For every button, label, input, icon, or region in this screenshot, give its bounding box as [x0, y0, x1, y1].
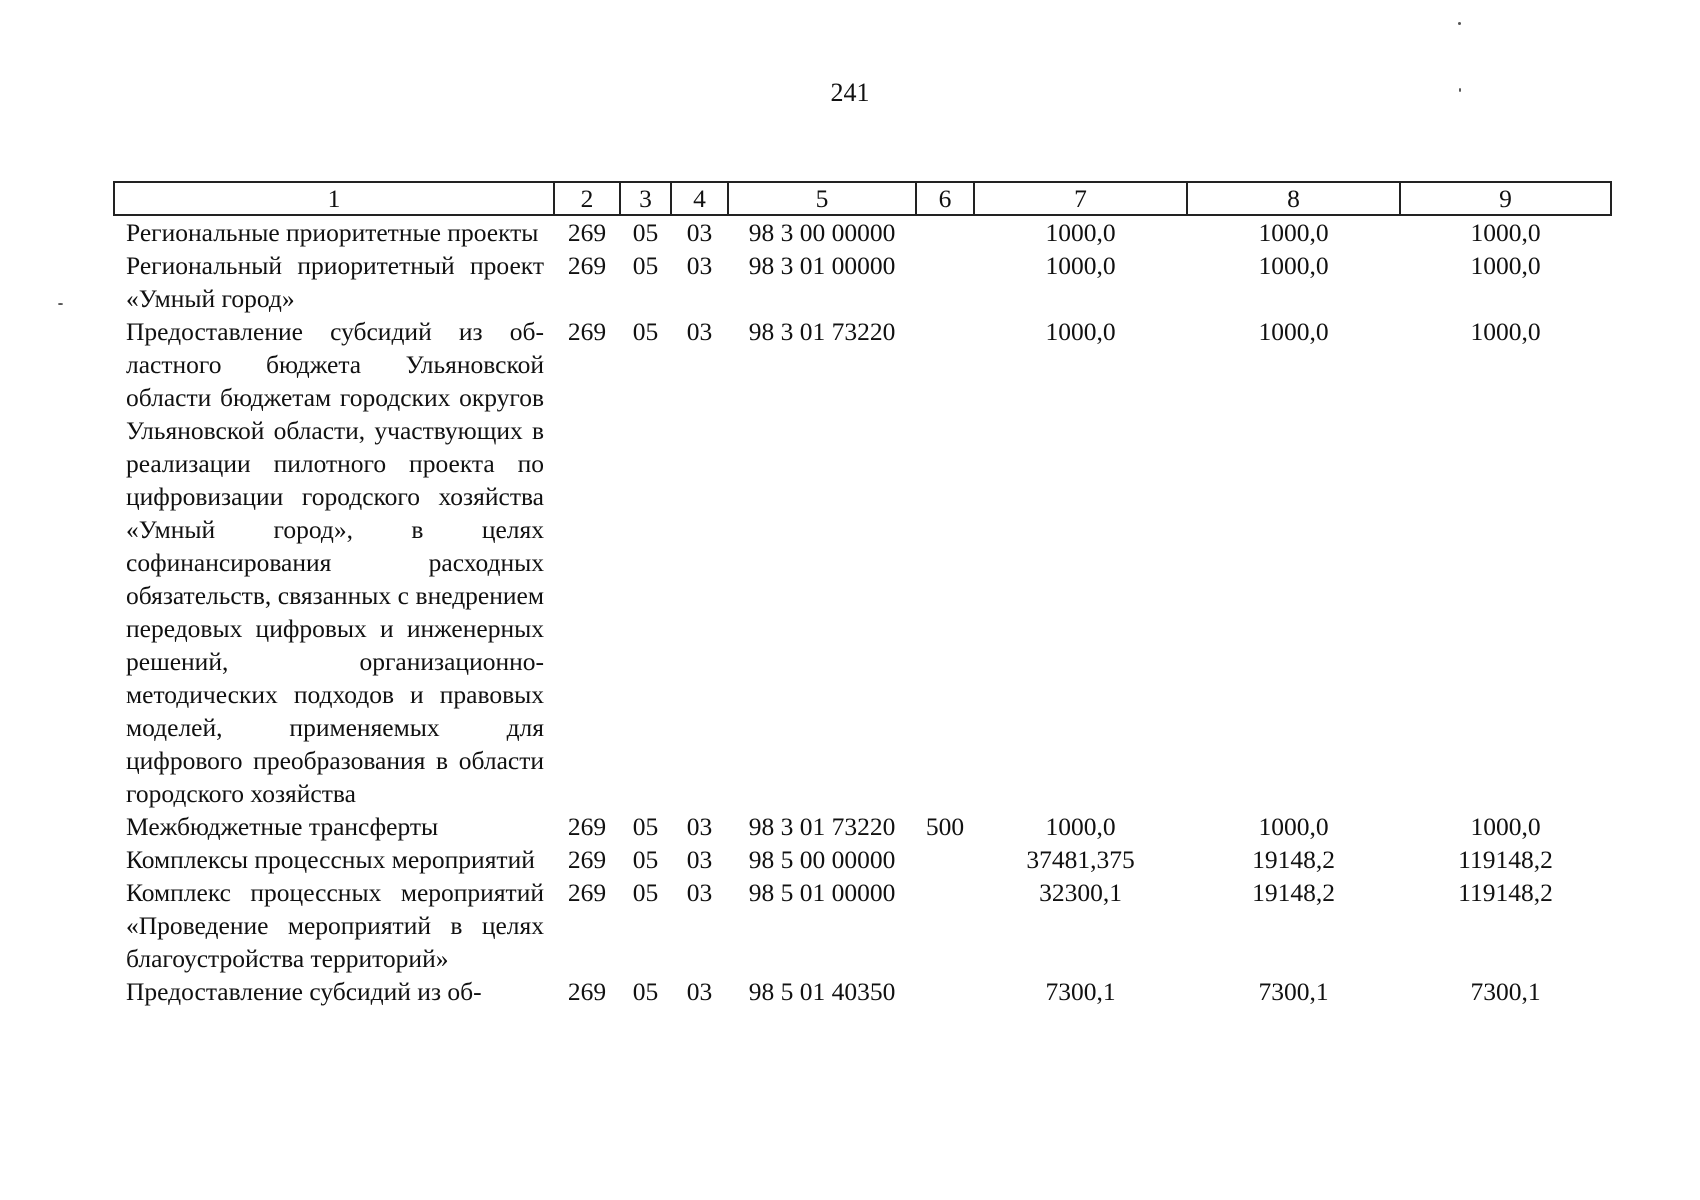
- row-expense-type: [916, 315, 974, 810]
- row-expense-type: [916, 843, 974, 876]
- row-subsection-code: 03: [686, 977, 713, 1006]
- row-expense-type: 500: [925, 812, 965, 841]
- row-subsection-code: 03: [686, 878, 713, 907]
- row-section-code: 05: [632, 251, 659, 280]
- row-amount-col7: 1000,0: [1045, 218, 1116, 247]
- row-amount-col9: 7300,1: [1470, 977, 1541, 1006]
- row-expense-type: [916, 975, 974, 1008]
- page-number: 241: [830, 78, 870, 107]
- scan-speck: [1458, 22, 1461, 25]
- row-section-code: 05: [632, 812, 659, 841]
- row-amount-col8: 7300,1: [1258, 977, 1329, 1006]
- row-name: Предоставление субсидий из областного бюджета Ульяновской области бюджетам городских округов Ульяновской области, участвующих в реализации пилотного проекта по цифровизации городского хозяйства «Умный город», в целях софинансирования расходных обязательств, связанных с внедрением передовых цифровых и инженерных решений, организационно-методических подходов и правовых моделей, применяемых для цифрового преобразования в области городского хозяйства: [126, 317, 544, 808]
- row-expense-type: [916, 876, 974, 975]
- row-target-code: 98 3 01 73220: [748, 812, 896, 841]
- row-target-code: 98 3 00 00000: [748, 218, 896, 247]
- row-section-code: 05: [632, 317, 659, 346]
- row-name: Межбюджетные трансферты: [126, 812, 439, 841]
- row-amount-col7: 32300,1: [1039, 878, 1122, 907]
- row-section-code: 05: [632, 878, 659, 907]
- column-header: 3: [620, 182, 671, 215]
- budget-table: [113, 181, 1612, 1008]
- row-target-code: 98 3 01 00000: [748, 251, 896, 280]
- row-name: Региональные приоритетные проекты: [126, 218, 539, 247]
- column-header: 9: [1400, 182, 1611, 215]
- column-header: 5: [728, 182, 916, 215]
- row-amount-col7: 1000,0: [1045, 251, 1116, 280]
- column-header: 8: [1187, 182, 1400, 215]
- row-subsection-code: 03: [686, 812, 713, 841]
- column-number-header: [114, 182, 1611, 215]
- row-amount-col8: 1000,0: [1258, 317, 1329, 346]
- row-expense-type: [916, 249, 974, 315]
- row-name: Региональный приоритетный проект «Умный город»: [126, 251, 544, 313]
- row-amount-col8: 1000,0: [1258, 251, 1329, 280]
- row-ministry-code: 269: [567, 878, 607, 907]
- row-amount-col7: 1000,0: [1045, 317, 1116, 346]
- row-name: Предоставление субсидий из об-: [126, 977, 482, 1006]
- table-row: [114, 215, 1611, 249]
- row-amount-col8: 19148,2: [1252, 845, 1335, 874]
- row-ministry-code: 269: [567, 977, 607, 1006]
- column-header: 2: [554, 182, 620, 215]
- row-target-code: 98 5 00 00000: [748, 845, 896, 874]
- row-amount-col9: 1000,0: [1470, 812, 1541, 841]
- column-header: 1: [114, 182, 554, 215]
- row-target-code: 98 5 01 00000: [748, 878, 896, 907]
- row-name: Комплексы процессных мероприятий: [126, 845, 535, 874]
- row-amount-col7: 7300,1: [1045, 977, 1116, 1006]
- row-amount-col9: 119148,2: [1458, 878, 1553, 907]
- row-ministry-code: 269: [567, 812, 607, 841]
- row-amount-col8: 19148,2: [1252, 878, 1335, 907]
- row-target-code: 98 5 01 40350: [748, 977, 896, 1006]
- row-section-code: 05: [632, 977, 659, 1006]
- row-amount-col9: 1000,0: [1470, 218, 1541, 247]
- row-subsection-code: 03: [686, 845, 713, 874]
- row-subsection-code: 03: [686, 317, 713, 346]
- row-amount-col9: 1000,0: [1470, 317, 1541, 346]
- column-header: 7: [974, 182, 1187, 215]
- row-ministry-code: 269: [567, 218, 607, 247]
- row-ministry-code: 269: [567, 845, 607, 874]
- row-subsection-code: 03: [686, 218, 713, 247]
- table-row: [114, 249, 1611, 315]
- row-subsection-code: 03: [686, 251, 713, 280]
- row-amount-col9: 1000,0: [1470, 251, 1541, 280]
- row-amount-col8: 1000,0: [1258, 812, 1329, 841]
- table-row: [114, 843, 1611, 876]
- row-amount-col8: 1000,0: [1258, 218, 1329, 247]
- row-expense-type: [916, 215, 974, 249]
- row-ministry-code: 269: [567, 317, 607, 346]
- row-amount-col7: 1000,0: [1045, 812, 1116, 841]
- row-section-code: 05: [632, 845, 659, 874]
- column-header: 6: [916, 182, 974, 215]
- table-row: [114, 315, 1611, 810]
- row-target-code: 98 3 01 73220: [748, 317, 896, 346]
- table-row: [114, 876, 1611, 975]
- table-row: [114, 975, 1611, 1008]
- table-row: [114, 810, 1611, 843]
- column-header: 4: [671, 182, 728, 215]
- row-ministry-code: 269: [567, 251, 607, 280]
- row-amount-col9: 119148,2: [1458, 845, 1553, 874]
- scan-speck: [58, 303, 63, 305]
- row-amount-col7: 37481,375: [1026, 845, 1135, 874]
- scan-speck: [1459, 88, 1461, 92]
- row-section-code: 05: [632, 218, 659, 247]
- row-name: Комплекс процессных мероприятий «Проведение мероприятий в целях благоустройства территорий»: [126, 878, 544, 973]
